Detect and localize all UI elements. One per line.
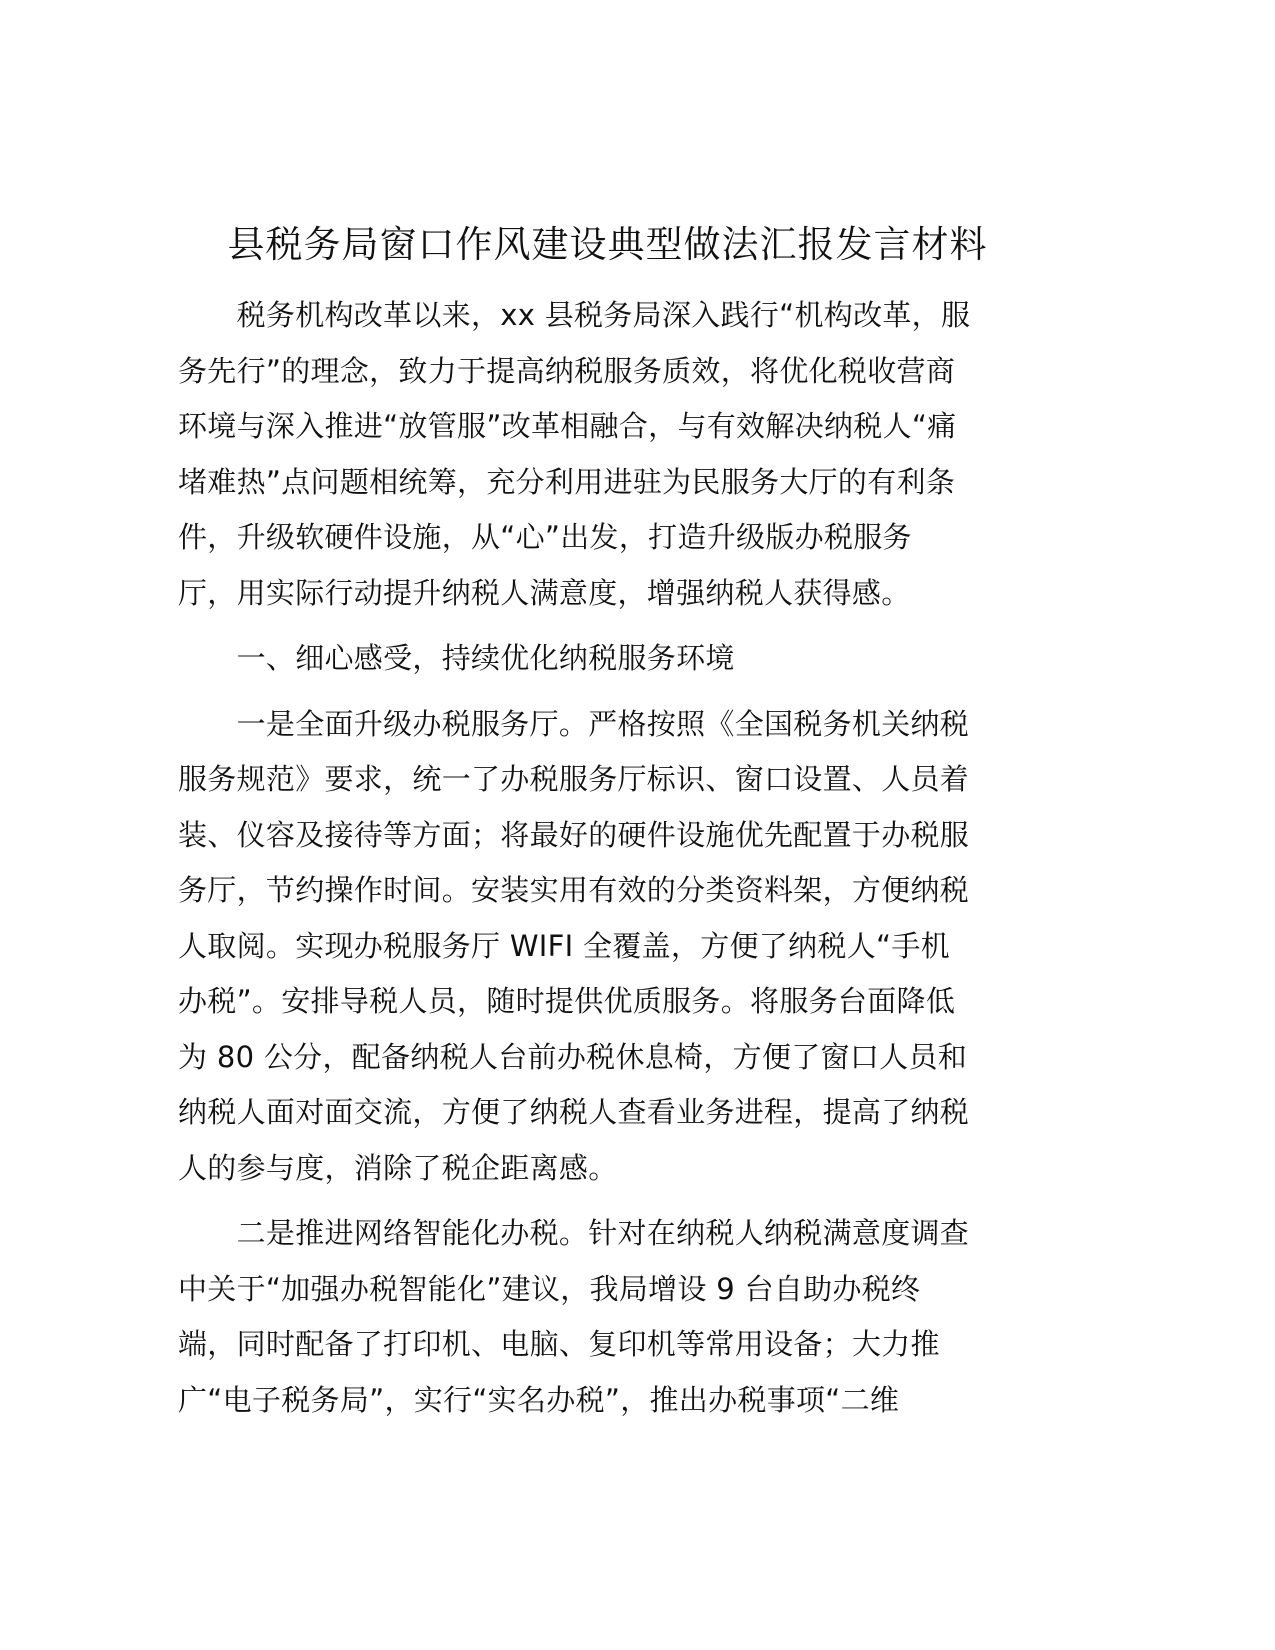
text-line: 堵难热”点问题相统筹，充分利用进驻为民服务大厅的有利条 bbox=[178, 464, 956, 499]
text-line: 一、细心感受，持续优化纳税服务环境 bbox=[178, 641, 735, 675]
paragraph-gap bbox=[178, 1196, 1048, 1206]
text-line: 环境与深入推进“放管服”改革相融合，与有效解决纳税人“痛 bbox=[178, 409, 957, 443]
paragraph bbox=[178, 697, 1048, 1197]
paragraph-gap bbox=[178, 621, 1048, 631]
document-body bbox=[178, 288, 1048, 1428]
paragraph-gap bbox=[178, 687, 1048, 697]
text-line: 服务规范》要求，统一了办税服务厅标识、窗口设置、人员着 bbox=[178, 762, 970, 796]
text-line: 二是推进网络智能化办税。针对在纳税人纳税满意度调查 bbox=[178, 1216, 970, 1250]
paragraph bbox=[178, 1206, 1048, 1428]
text-line: 一是全面升级办税服务厅。严格按照《全国税务机关纳税 bbox=[178, 706, 970, 741]
document-title: 县税务局窗口作风建设典型做法汇报发言材料 bbox=[227, 223, 988, 266]
text-line: 务厅，节约操作时间。安装实用有效的分类资料架，方便纳税 bbox=[178, 873, 970, 907]
text-line: 广“电子税务局”，实行“实名办税”，推出办税事项“二维 bbox=[178, 1382, 900, 1417]
text-line: 厅，用实际行动提升纳税人满意度，增强纳税人获得感。 bbox=[178, 575, 911, 610]
text-line: 端，同时配备了打印机、电脑、复印机等常用设备；大力推 bbox=[178, 1327, 940, 1361]
text-line: 人的参与度，消除了税企距离感。 bbox=[178, 1150, 618, 1185]
text-line: 纳税人面对面交流，方便了纳税人查看业务进程，提高了纳税 bbox=[178, 1095, 970, 1129]
text-line: 人取阅。实现办税服务厅 WIFI 全覆盖，方便了纳税人“手机 bbox=[178, 928, 950, 963]
paragraph bbox=[178, 288, 1048, 621]
text-line: 中关于“加强办税智能化”建议，我局增设 9 台自助办税终 bbox=[178, 1271, 921, 1306]
text-line: 办税”。安排导税人员，随时提供优质服务。将服务台面降低 bbox=[178, 984, 956, 1018]
text-line: 件，升级软硬件设施，从“心”出发，打造升级版办税服务 bbox=[178, 520, 912, 554]
paragraph bbox=[178, 631, 1048, 687]
text-line: 装、仪容及接待等方面；将最好的硬件设施优先配置于办税服 bbox=[178, 817, 970, 852]
text-line: 为 80 公分，配备纳税人台前办税休息椅，方便了窗口人员和 bbox=[178, 1039, 968, 1074]
text-line: 务先行”的理念，致力于提高纳税服务质效，将优化税收营商 bbox=[178, 353, 956, 388]
text-line: 税务机构改革以来，xx 县税务局深入践行“机构改革，服 bbox=[178, 298, 971, 332]
